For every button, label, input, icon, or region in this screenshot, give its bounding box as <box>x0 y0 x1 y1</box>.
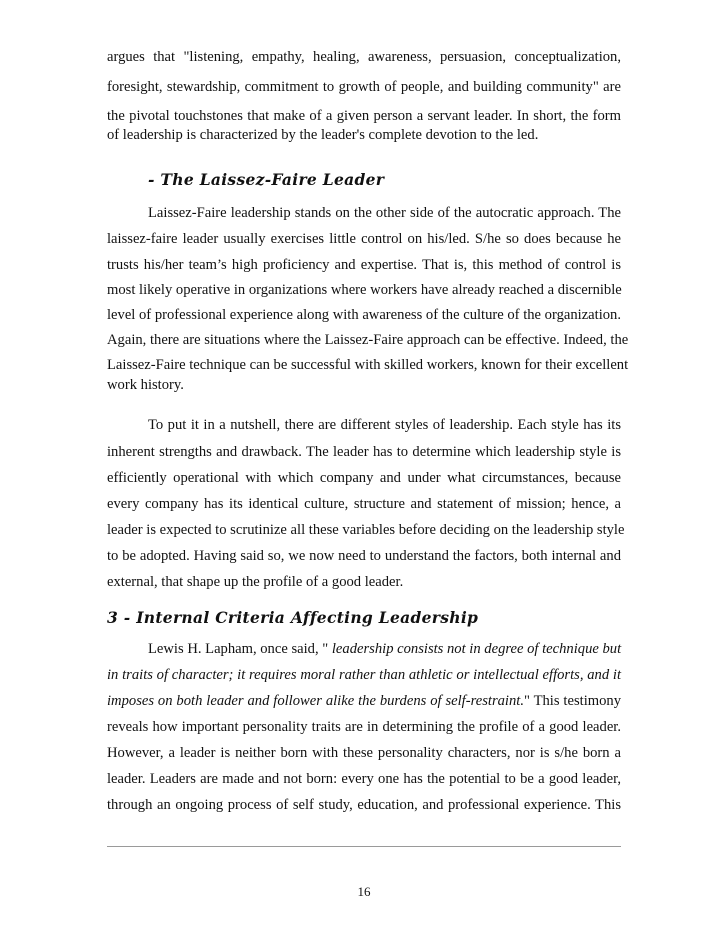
paragraph-4-line <box>107 692 621 710</box>
paragraph-2-line: most likely operative in organizations where workers have already reached a discernible <box>107 282 622 298</box>
paragraph-4-line: leader. Leaders are made and not born: every one has the potential to be a good leader, <box>107 771 621 787</box>
footer-divider <box>107 846 621 847</box>
quote-outro: " This testimony <box>523 693 621 709</box>
paragraph-4-line <box>107 640 621 658</box>
quote-text: imposes on both leader and follower alike the burdens of self-restraint. <box>107 693 524 709</box>
paragraph-3-line: leader is expected to scrutinize all these variables before deciding on the leadership style <box>107 522 625 538</box>
paragraph-1-line: foresight, stewardship, commitment to growth of people, and building community" are <box>107 79 621 95</box>
paragraph-4-line <box>107 666 621 684</box>
paragraph-2-line: Laissez-Faire technique can be successful with skilled workers, known for their excellent <box>107 357 629 373</box>
paragraph-3-line: efficiently operational with which company and under what circumstances, because <box>107 470 621 486</box>
paragraph-2-line: work history. <box>107 377 184 393</box>
paragraph-2-line: Again, there are situations where the Laissez-Faire approach can be effective. Indeed, the <box>107 332 629 348</box>
document-page <box>107 0 629 942</box>
paragraph-1-line: the pivotal touchstones that make of a given person a servant leader. In short, the form <box>107 108 621 124</box>
subheading-laissez-faire: - The Laissez-Faire Leader <box>148 170 385 189</box>
paragraph-2-line: laissez-faire leader usually exercises little control on his/led. S/he so does because he <box>107 231 621 247</box>
quote-intro: Lewis H. Lapham, once said, " <box>148 641 332 657</box>
paragraph-3-line: external, that shape up the profile of a good leader. <box>107 574 404 590</box>
paragraph-4-line: through an ongoing process of self study, education, and professional experience. This <box>107 797 621 813</box>
paragraph-2-line: trusts his/her team’s high proficiency and expertise. That is, this method of control is <box>107 257 621 273</box>
paragraph-4-line: However, a leader is neither born with these personality characters, nor is s/he born a <box>107 745 621 761</box>
paragraph-3-line: To put it in a nutshell, there are different styles of leadership. Each style has its <box>148 417 621 433</box>
paragraph-3-line: every company has its identical culture, structure and statement of mission; hence, a <box>107 496 621 512</box>
page-number: 16 <box>357 884 371 899</box>
paragraph-4-line: reveals how important personality traits are in determining the profile of a good leader. <box>107 719 621 735</box>
paragraph-1-line: argues that "listening, empathy, healing, awareness, persuasion, conceptualization, <box>107 49 621 65</box>
paragraph-2-line: Laissez-Faire leadership stands on the other side of the autocratic approach. The <box>148 205 621 221</box>
quote-text: leadership consists not in degree of technique but <box>331 641 622 657</box>
quote-text: in traits of character; it requires moral rather than athletic or intellectual efforts, and it <box>107 667 621 683</box>
section-heading: 3 - Internal Criteria Affecting Leadership <box>107 608 479 627</box>
paragraph-3-line: to be adopted. Having said so, we now need to understand the factors, both internal and <box>107 548 621 564</box>
paragraph-2-line: level of professional experience along with awareness of the culture of the organization. <box>107 307 621 323</box>
paragraph-1-line: of leadership is characterized by the leader's complete devotion to the led. <box>107 127 539 143</box>
paragraph-3-line: inherent strengths and drawback. The leader has to determine which leadership style is <box>107 444 621 460</box>
